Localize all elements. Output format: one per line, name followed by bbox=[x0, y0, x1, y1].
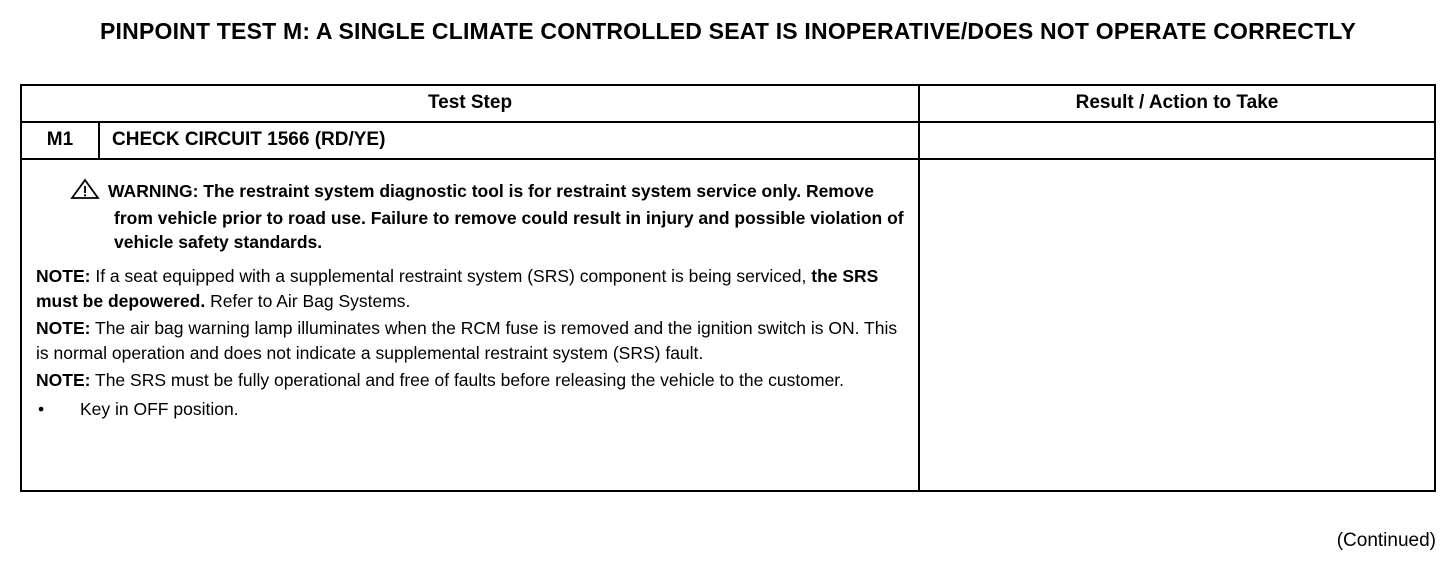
test-step-content bbox=[22, 160, 920, 490]
note-text-bold: the SRS must be depowered. bbox=[36, 266, 879, 311]
warning-block bbox=[36, 178, 904, 254]
step-title: CHECK CIRCUIT 1566 (RD/YE) bbox=[112, 129, 386, 150]
note-label: NOTE: bbox=[36, 370, 91, 390]
note-label: NOTE: bbox=[36, 318, 91, 338]
note-text-before: The SRS must be fully operational and free of faults before releasing the vehicle to the customer. bbox=[95, 370, 845, 390]
table-header-row bbox=[22, 86, 1434, 123]
step-row bbox=[22, 123, 918, 160]
page-title: PINPOINT TEST M: A SINGLE CLIMATE CONTROLLED SEAT IS INOPERATIVE/DOES NOT OPERATE CORRECTLY bbox=[100, 18, 1356, 44]
bullet-icon: • bbox=[38, 398, 45, 419]
warning-triangle-icon bbox=[70, 178, 100, 206]
continued-label: (Continued) bbox=[1336, 530, 1436, 551]
note-text-before: The air bag warning lamp illuminates when the RCM fuse is removed and the ignition switch is ON. This is normal operation and does not indicate a supplemental restraint system (SRS) fault. bbox=[36, 318, 898, 363]
column-header-test-step: Test Step bbox=[22, 86, 920, 121]
note-label: NOTE: bbox=[36, 266, 91, 286]
warning-text: The restraint system diagnostic tool is for restraint system service only. Remove from vehicle prior to road use. Failure to remove could result in injury and possible violation of vehicle safety standards. bbox=[114, 181, 904, 252]
column-header-result-action: Result / Action to Take bbox=[1075, 92, 1279, 113]
step-header-cell bbox=[22, 123, 920, 160]
warning-label: WARNING: bbox=[108, 181, 199, 201]
list-item bbox=[36, 397, 904, 422]
note-text-after: Refer to Air Bag Systems. bbox=[205, 290, 411, 311]
table-body-row bbox=[22, 160, 1434, 490]
note-item bbox=[36, 264, 904, 313]
note-item bbox=[36, 316, 904, 365]
table-step-header-row bbox=[22, 123, 1434, 160]
step-id: M1 bbox=[22, 123, 100, 158]
pinpoint-test-table bbox=[20, 84, 1436, 492]
note-text-before: If a seat equipped with a supplemental restraint system (SRS) component is being serviced, bbox=[95, 266, 812, 286]
result-header-cell bbox=[920, 123, 1434, 160]
result-action-content bbox=[920, 160, 1434, 490]
bullet-text: Key in OFF position. bbox=[80, 398, 239, 419]
note-item bbox=[36, 368, 904, 393]
